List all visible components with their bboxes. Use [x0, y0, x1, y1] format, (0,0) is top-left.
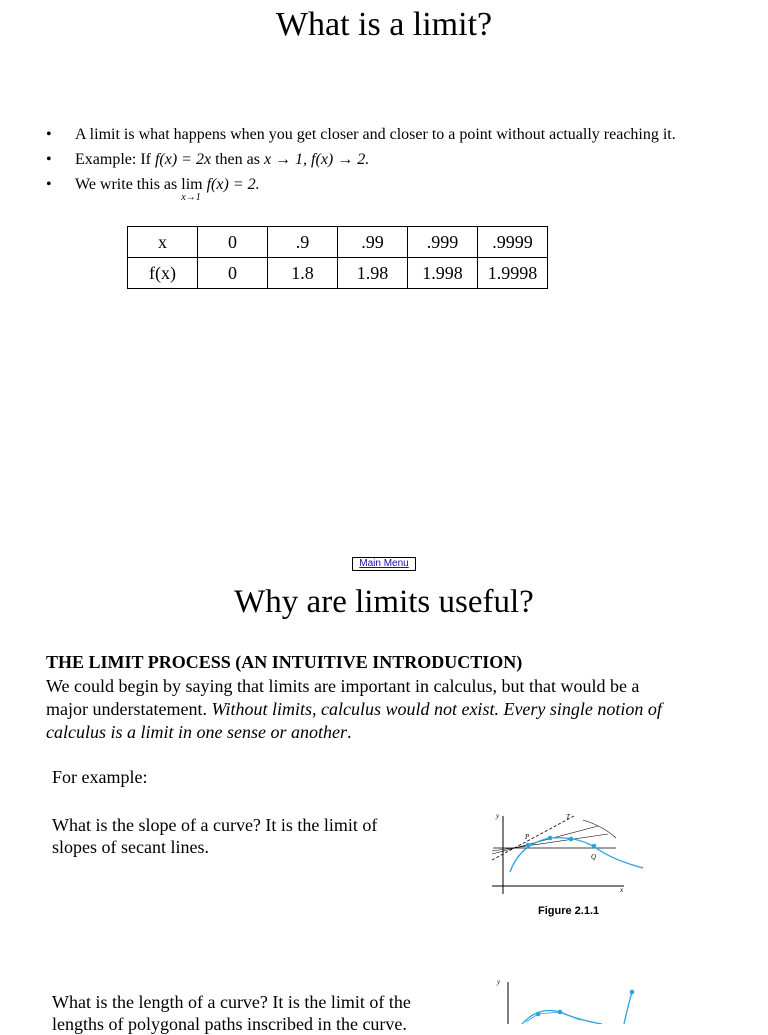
main-menu-link[interactable]: Main Menu: [352, 557, 416, 571]
intro-period: .: [346, 722, 352, 742]
curve-point: [536, 1012, 541, 1017]
table-cell: 1.8: [268, 258, 338, 289]
y-axis-label: y: [497, 978, 501, 986]
point-p: [526, 843, 531, 848]
bullet-dot: •: [46, 126, 52, 143]
slope-question: What is the slope of a curve? It is the limit of slopes of secant lines.: [52, 815, 378, 857]
list-item: [46, 174, 676, 203]
secant-line: [492, 826, 598, 854]
figure-caption: Figure 2.1.1: [538, 905, 600, 917]
list-item: [46, 124, 676, 149]
intro-emphasis: Without limits, calculus would not exist. Every single notion of calculus is a limit in one sense or another: [46, 699, 662, 742]
point-q: [592, 844, 597, 849]
bullet-text: A limit is what happens when you get closer and closer to a point without actually reaching it.: [75, 126, 676, 143]
secant-figure: [488, 808, 648, 903]
table-cell: .9999: [478, 227, 548, 258]
intro-text: We could begin by saying that limits are important in calculus, but that would be a major understatement.: [46, 676, 640, 719]
table-cell: .99: [338, 227, 408, 258]
table-cell: 1.98: [338, 258, 408, 289]
table-row: [128, 227, 548, 258]
bullet-list: [46, 124, 676, 203]
table-cell: 0: [198, 258, 268, 289]
table-cell: x: [128, 227, 198, 258]
y-axis-label: y: [496, 812, 500, 820]
example-label: For example:: [52, 767, 148, 787]
table-cell: 1.9998: [478, 258, 548, 289]
curve-point: [548, 836, 553, 841]
tangent-label: T: [566, 813, 570, 821]
list-item: [46, 149, 676, 174]
curve-point: [569, 837, 574, 842]
table-cell: .999: [408, 227, 478, 258]
length-question: What is the length of a curve? It is the limit of the lengths of polygonal paths inscribed in the curve.: [52, 992, 411, 1034]
curve-path: [624, 992, 632, 1024]
bullet-text: then as: [215, 151, 260, 168]
table-row: [128, 258, 548, 289]
polygonal-path-figure: [490, 974, 650, 1024]
limit-subscript: x→1: [181, 192, 201, 203]
curve-point: [558, 1010, 563, 1015]
section-title: Why are limits useful?: [234, 584, 534, 620]
table-cell: 0: [198, 227, 268, 258]
section-heading: THE LIMIT PROCESS (AN INTUITIVE INTRODUCTION): [46, 652, 523, 672]
bullet-dot: •: [46, 151, 52, 168]
math-expression: f(x) = 2x: [154, 151, 212, 168]
bullet-text: We write this as: [75, 176, 178, 193]
limit-symbol: lim: [181, 176, 203, 193]
curve-path: [510, 838, 643, 872]
math-expression: x → 1, f(x) → 2.: [263, 151, 370, 168]
math-expression: f(x) = 2.: [206, 176, 260, 193]
table-cell: f(x): [128, 258, 198, 289]
point-p-label: P: [525, 833, 530, 841]
point-q-label: Q: [591, 853, 597, 861]
curve-point: [630, 990, 635, 995]
table-cell: .9: [268, 227, 338, 258]
limit-operator: [181, 174, 203, 203]
table-cell: 1.998: [408, 258, 478, 289]
bullet-text: Example: If: [75, 151, 151, 168]
values-table: [127, 226, 548, 289]
intro-paragraph: [46, 675, 666, 744]
polygonal-path: [526, 1012, 580, 1022]
x-axis-label: x: [620, 886, 624, 894]
page-title: What is a limit?: [275, 6, 493, 43]
bullet-dot: •: [46, 176, 52, 193]
